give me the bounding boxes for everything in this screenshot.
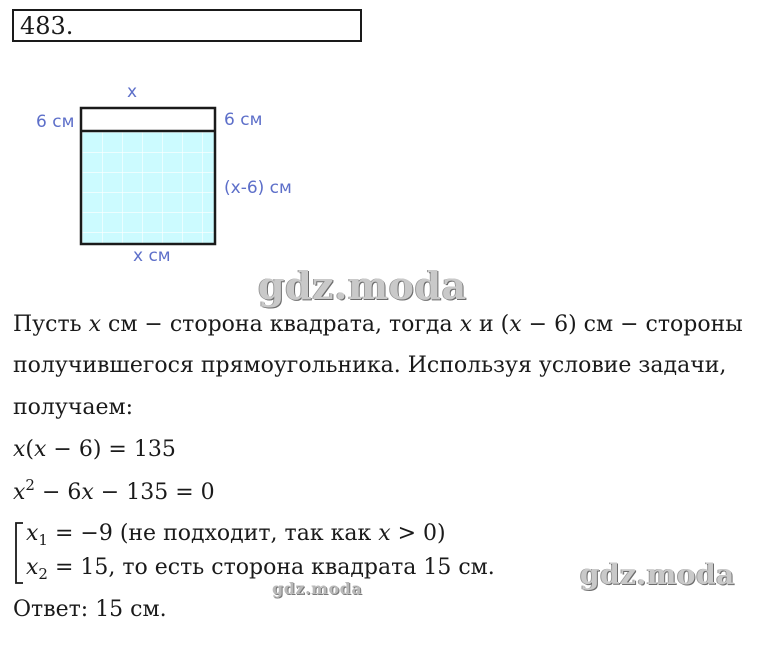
label-top-x: x: [127, 82, 138, 102]
label-side-x-minus-6: (x-6) см: [224, 178, 292, 198]
label-right-6cm: 6 см: [224, 110, 263, 130]
watermark-medium: gdz.moda: [580, 558, 735, 591]
answer-line: Ответ: 15 см.: [13, 597, 167, 622]
solution-line-2: получившегося прямоугольника. Используя условие задачи,: [13, 353, 727, 378]
grid-overlay: [82, 132, 215, 244]
square-diagram: [0, 70, 330, 270]
label-left-6cm: 6 см: [36, 112, 75, 132]
equation-1: x(x − 6) = 135: [13, 437, 176, 462]
problem-number: 483.: [20, 12, 74, 40]
watermark-small: gdz.moda: [272, 579, 363, 598]
system-bracket: [12, 522, 26, 584]
root-1: $x_1 = -9$ (не подходит, так как x > 0): [26, 521, 446, 549]
solution-line-3: получаем:: [13, 395, 134, 420]
solution-line-1: Пусть x см − сторона квадрата, тогда x и (x − 6) см − стороны: [13, 312, 743, 337]
equation-2: $x^2 - 6x - 135 = 0$: [13, 476, 215, 505]
root-2: $x_2 = 15$, то есть сторона квадрата 15 см.: [26, 555, 495, 583]
label-bottom-x-cm: x см: [133, 246, 171, 266]
watermark-large: gdz.moda: [258, 263, 467, 308]
problem-number-box: [12, 9, 362, 42]
